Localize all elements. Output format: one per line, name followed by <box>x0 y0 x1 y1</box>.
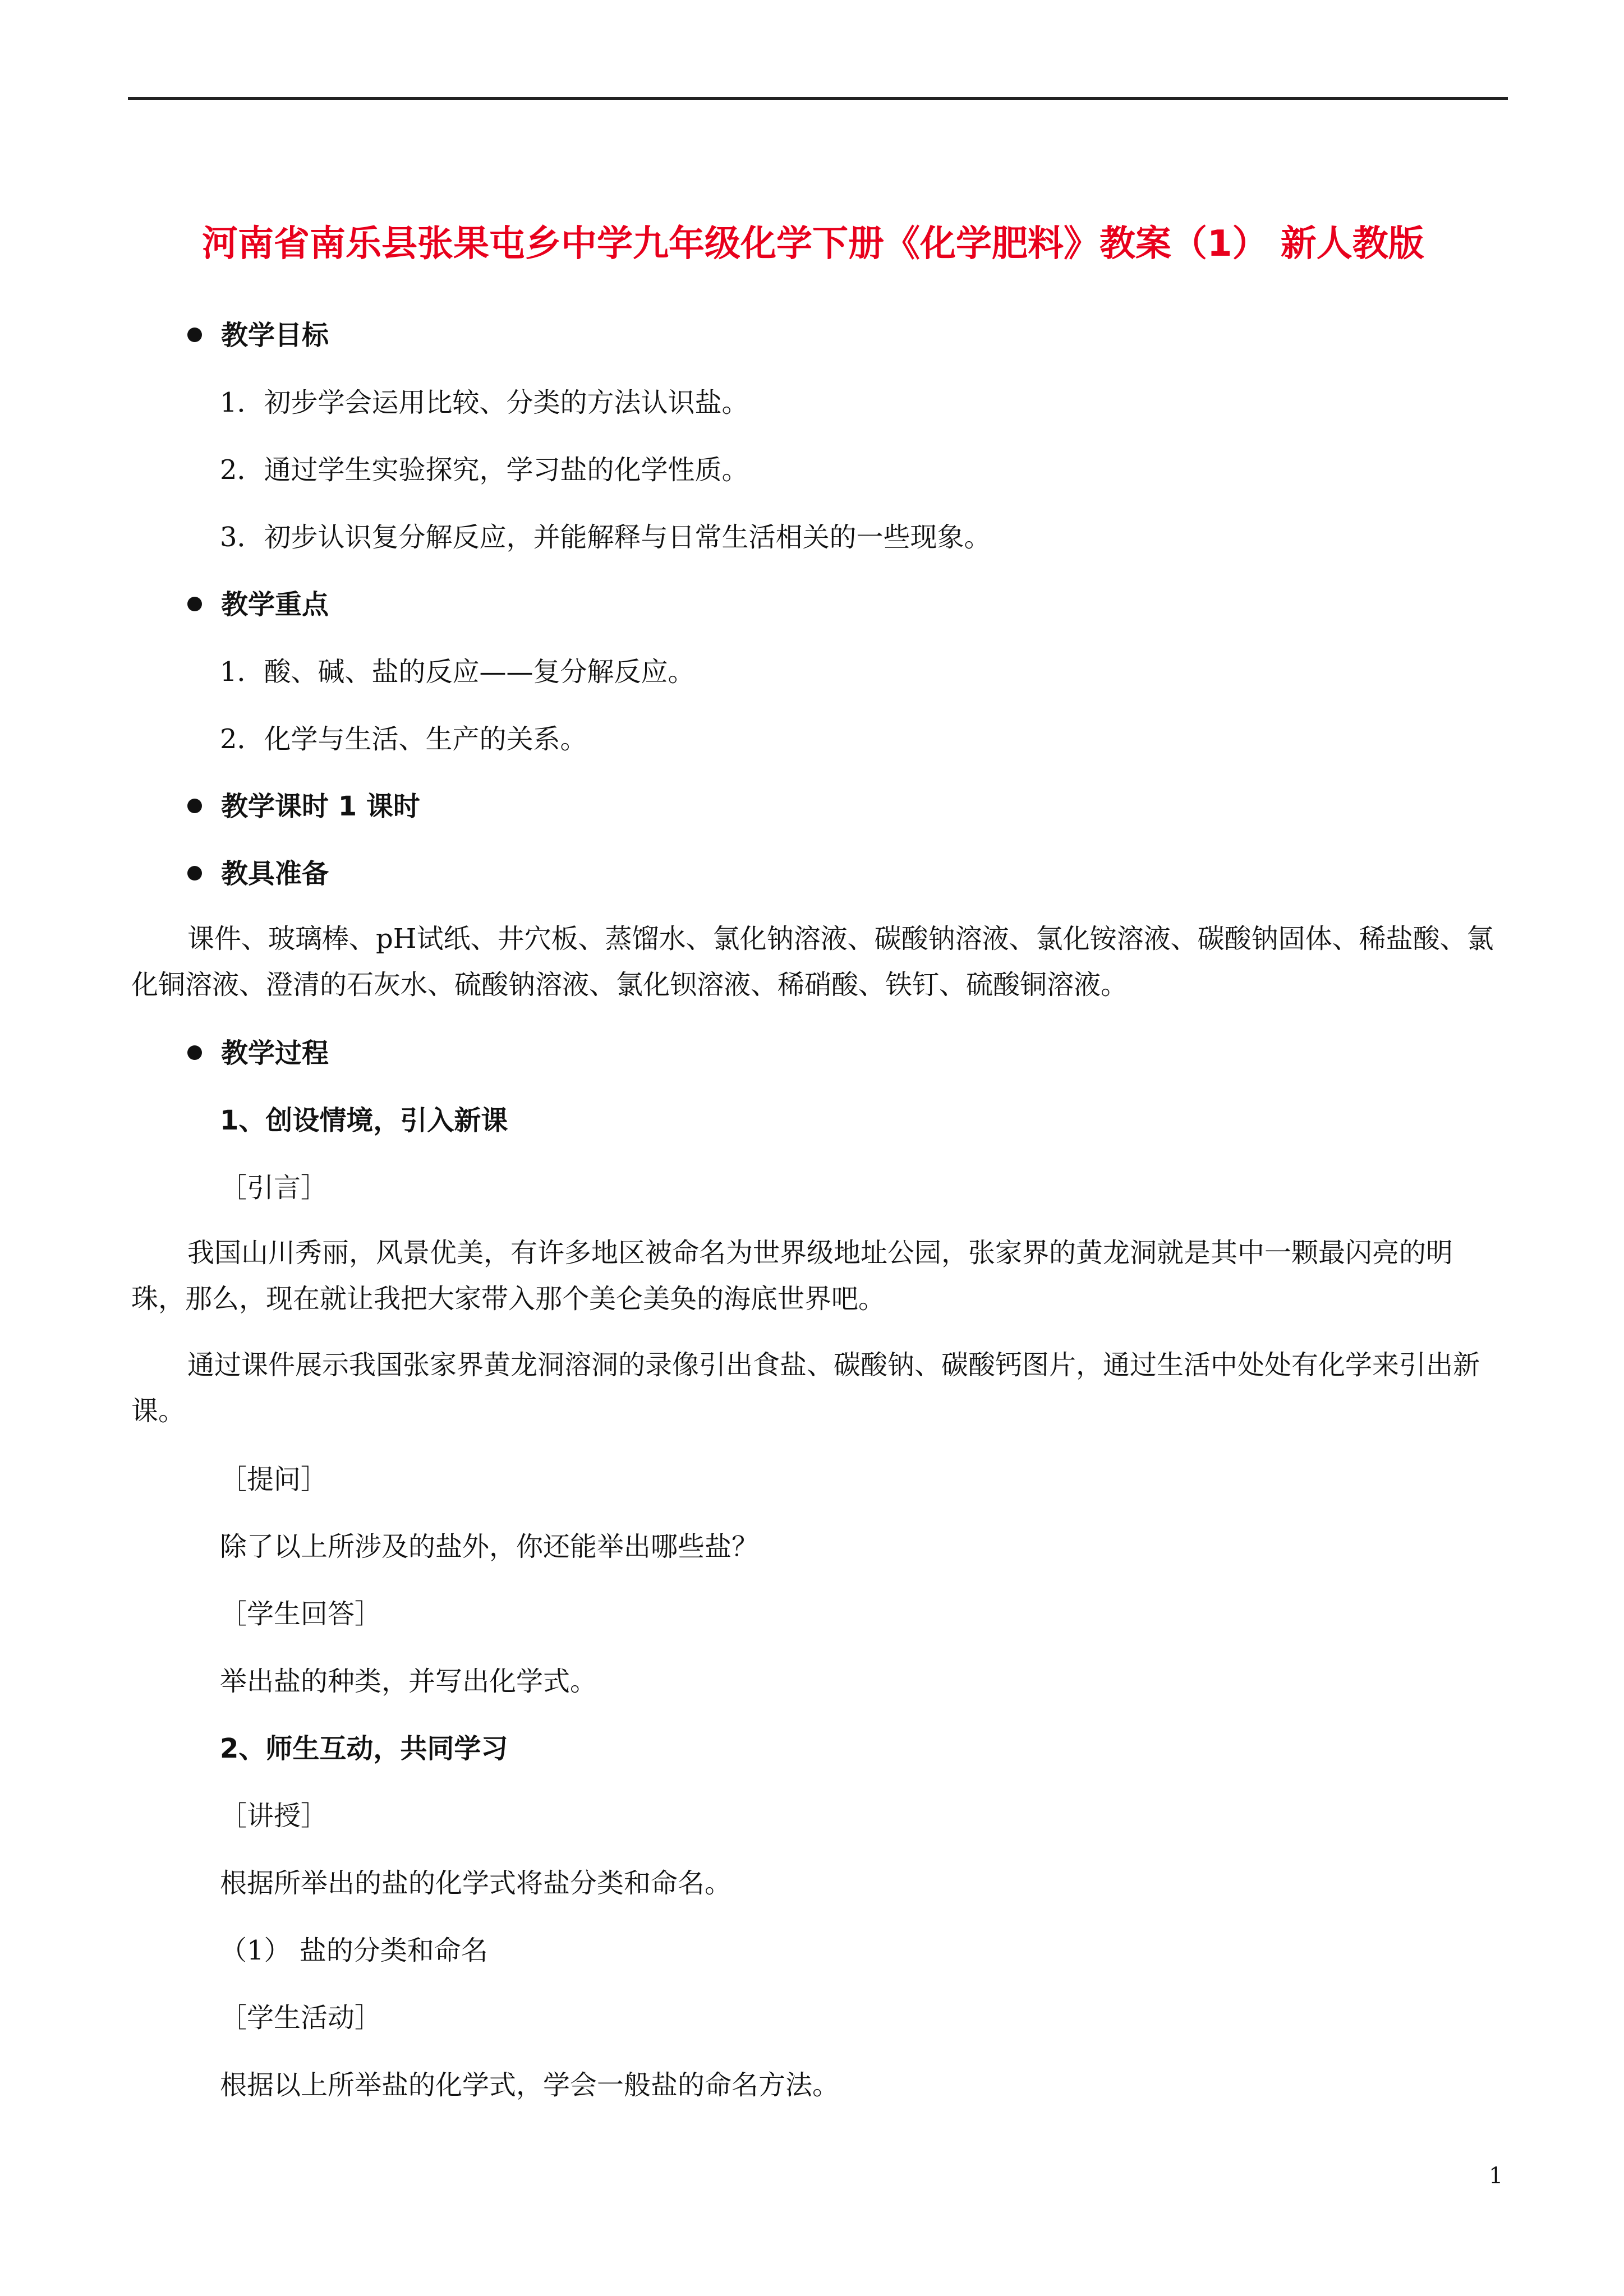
activity-text: 根据以上所举盐的化学式，学会一般盐的命名方法。 <box>220 2069 840 2101</box>
activity-label: ［学生活动］ <box>220 2002 382 2034</box>
heading-text: 教具准备 <box>221 858 329 889</box>
heading-text: 教学重点 <box>221 589 329 620</box>
question-text: 除了以上所涉及的盐外，你还能举出哪些盐？ <box>220 1531 759 1562</box>
key-point-item: 2．化学与生活、生产的关系。 <box>220 723 587 755</box>
heading-text: 教学过程 <box>221 1038 329 1069</box>
header-rule <box>128 97 1508 100</box>
step2-heading: 2、师生互动，共同学习 <box>220 1733 508 1764</box>
page-number: 1 <box>1489 2163 1503 2189</box>
document-title: 河南省南乐县张果屯乡中学九年级化学下册《化学肥料》教案（1） 新人教版 <box>202 223 1424 265</box>
answer-label: ［学生回答］ <box>220 1598 382 1630</box>
objective-item: 1．初步学会运用比较、分类的方法认识盐。 <box>220 387 749 418</box>
question-label: ［提问］ <box>220 1464 328 1495</box>
intro-paragraph-2: 通过课件展示我国张家界黄龙洞溶洞的录像引出食盐、碳酸钠、碳酸钙图片，通过生活中处处有化学来引出新课。 <box>131 1349 1480 1427</box>
objective-item: 2．通过学生实验探究，学习盐的化学性质。 <box>220 454 749 486</box>
bullet-icon <box>187 597 202 611</box>
bullet-icon <box>187 1045 202 1060</box>
step1-heading: 1、创设情境，引入新课 <box>220 1105 508 1136</box>
heading-text: 教学目标 <box>221 320 329 351</box>
intro-label: ［引言］ <box>220 1172 328 1204</box>
heading-hours <box>187 790 420 823</box>
lecture-label: ［讲授］ <box>220 1800 328 1832</box>
bullet-icon <box>187 799 202 813</box>
objective-item: 3．初步认识复分解反应，并能解释与日常生活相关的一些现象。 <box>220 522 991 553</box>
materials-paragraph: 课件、玻璃棒、pH试纸、井穴板、蒸馏水、氯化钠溶液、碳酸钠溶液、氯化铵溶液、碳酸钠固体、稀盐酸、氯化铜溶液、澄清的石灰水、硫酸钠溶液、氯化钡溶液、稀硝酸、铁钉、硫酸铜溶液。 <box>131 923 1494 1001</box>
key-point-item: 1．酸、碱、盐的反应——复分解反应。 <box>220 656 695 688</box>
answer-text: 举出盐的种类，并写出化学式。 <box>220 1666 597 1697</box>
intro-paragraph: 我国山川秀丽，风景优美，有许多地区被命名为世界级地址公园，张家界的黄龙洞就是其中一颗最闪亮的明珠，那么，现在就让我把大家带入那个美仑美奂的海底世界吧。 <box>131 1237 1453 1315</box>
heading-materials <box>187 857 329 891</box>
heading-objectives <box>187 319 329 352</box>
bullet-icon <box>187 866 202 880</box>
heading-process <box>187 1036 329 1070</box>
bullet-icon <box>187 328 202 342</box>
heading-text: 教学课时 1 课时 <box>221 791 420 822</box>
heading-key-points <box>187 588 329 621</box>
subsection-label: （1） 盐的分类和命名 <box>220 1935 488 1966</box>
lecture-text: 根据所举出的盐的化学式将盐分类和命名。 <box>220 1868 732 1899</box>
